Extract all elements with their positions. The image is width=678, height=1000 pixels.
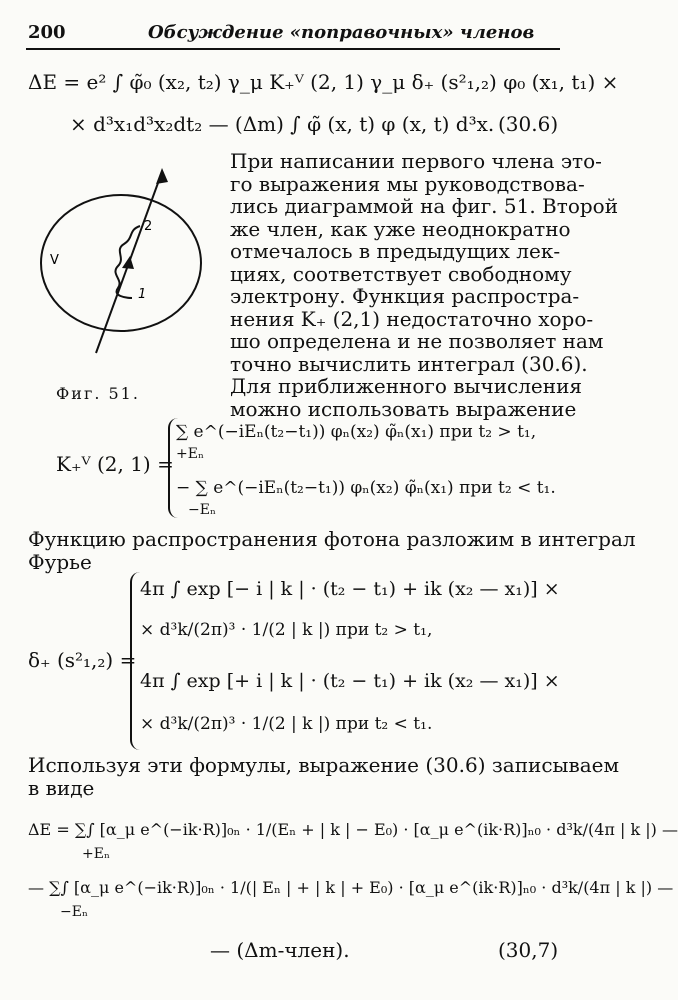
kernel-case-1: ∑ e^(−iEₙ(t₂−t₁)) φₙ(x₂) φ̃ₙ(x₁) при t₂ > t₁, [176, 422, 537, 442]
paragraph-1-line: точно вычислить интеграл (30.6). [230, 351, 588, 376]
kernel-case-2: − ∑ e^(−iEₙ(t₂−t₁)) φₙ(x₂) φ̃ₙ(x₁) при t₂ < t₁. [176, 478, 556, 498]
paragraph-2-line: Фурье [28, 549, 92, 574]
paragraph-1-line: шо определена и не позволяет нам [230, 329, 604, 353]
header-rule [26, 48, 560, 50]
delta-case-1b: × d³k/(2π)³ · 1/(2 | k |) при t₂ > t₁, [140, 620, 433, 640]
paragraph-2-line: Функцию распространения фотона разложим в интеграл [28, 527, 636, 551]
paragraph-2 [28, 527, 636, 574]
paragraph-1 [230, 149, 619, 421]
paragraph-1-line: Для приближенного вычисления [230, 374, 583, 398]
eq-30-6-line-2: × d³x₁d³x₂dt₂ — (Δm) ∫ φ̃ (x, t) φ (x, t) d³x. [70, 112, 495, 136]
paragraph-1-line: го выражения мы руководствова- [230, 171, 585, 196]
delta-case-1a: 4π ∫ exp [− i | k | · (t₂ − t₁) + ik (x₂ — x₁)] × [140, 578, 560, 600]
kernel-case-1-sub: +Eₙ [176, 446, 205, 462]
page-number: 200 [28, 22, 66, 43]
paragraph-3 [28, 753, 620, 800]
eq-30-7-line-3: — (Δm-член). [210, 938, 350, 962]
delta-lhs: δ₊ (s²₁,₂) = [28, 648, 137, 672]
paragraph-3-line: Используя эти формулы, выражение (30.6) записываем [28, 753, 620, 777]
kernel-lhs: K₊ⱽ (2, 1) = [56, 452, 174, 476]
eq-30-7-number: (30,7) [498, 938, 559, 962]
paragraph-1-line: отмечалось в предыдущих лек- [230, 239, 561, 263]
delta-case-2a: 4π ∫ exp [+ i | k | · (t₂ − t₁) + ik (x₂ — x₁)] × [140, 670, 560, 692]
eq-30-7-line-1: ΔE = ∑∫ [α_μ e^(−ik·R)]₀ₙ · 1/(Eₙ + | k | − E₀) · [α_μ e^(ik·R)]ₙ₀ · d³k/(4π | k |) — [28, 820, 678, 839]
delta-case-2b: × d³k/(2π)³ · 1/(2 | k |) при t₂ < t₁. [140, 714, 433, 734]
paragraph-1-line: лись диаграммой на фиг. 51. Второй [230, 194, 619, 218]
electron-arrow-mid [122, 256, 134, 269]
figure-label-1: 1 [138, 287, 147, 302]
eq-30-7-line-2-sub: −Eₙ [60, 904, 89, 920]
eq-30-6-line-1: ΔE = e² ∫ φ̃₀ (x₂, t₂) γ_μ K₊ⱽ (2, 1) γ_μ δ₊ (s²₁,₂) φ₀ (x₁, t₁) × [28, 70, 619, 94]
paragraph-1-line: можно использовать выражение [230, 396, 577, 421]
running-title: Обсуждение «поправочных» членов [148, 22, 535, 43]
eq-30-7-line-2: — ∑∫ [α_μ e^(−ik·R)]₀ₙ · 1/(| Eₙ | + | k | + E₀) · [α_μ e^(ik·R)]ₙ₀ · d³k/(4π | k |) — [28, 878, 674, 897]
figure-caption: Фиг. 51. [56, 384, 140, 403]
figure-label-v: V [50, 253, 59, 268]
figure-51-diagram [26, 148, 218, 368]
paragraph-1-line: При написании первого члена это- [230, 149, 602, 173]
paragraph-1-line: циях, соответствует свободному [230, 261, 572, 286]
eq-30-7-line-1-sub: +Eₙ [82, 846, 111, 862]
paragraph-1-line: электрону. Функция распростра- [230, 284, 580, 308]
kernel-case-2-sub: −Eₙ [188, 502, 217, 518]
paragraph-1-line: же член, как уже неоднократно [230, 216, 571, 241]
eq-30-6-number: (30.6) [498, 112, 559, 136]
paragraph-3-line: в виде [28, 775, 95, 800]
electron-arrow-up [156, 168, 168, 184]
figure-label-2: 2 [144, 219, 153, 234]
paragraph-1-line: нения K₊ (2,1) недостаточно хоро- [230, 306, 594, 331]
